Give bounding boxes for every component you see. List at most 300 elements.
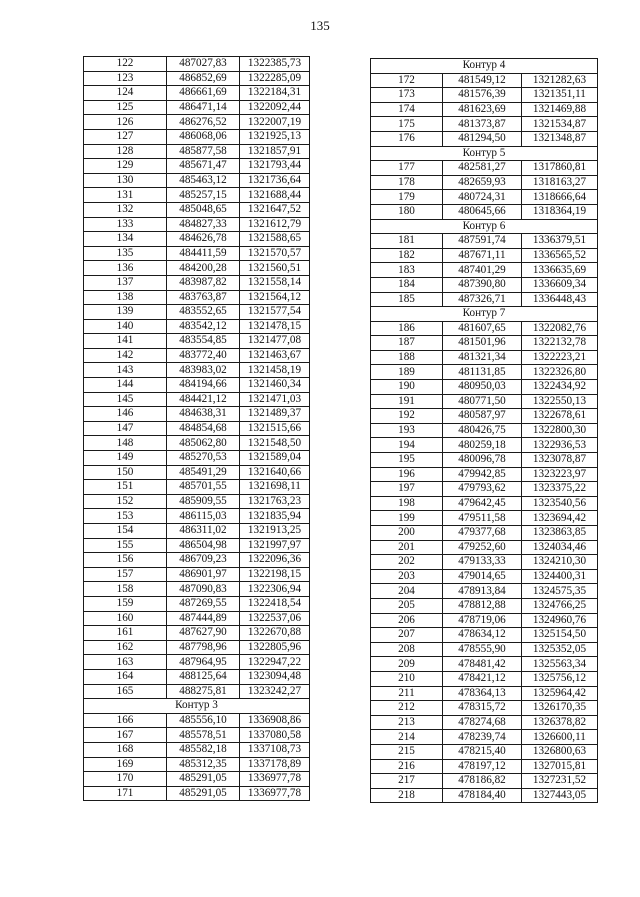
table-row (371, 555, 598, 570)
coord-x: 479793,62 (443, 482, 522, 497)
coord-x: 480771,50 (443, 394, 522, 409)
table-row (84, 173, 310, 188)
point-number: 179 (371, 190, 443, 205)
coord-y: 1337108,73 (240, 742, 310, 757)
coord-x: 481501,96 (443, 336, 522, 351)
coord-y: 1324400,31 (522, 569, 598, 584)
coord-y: 1322285,09 (240, 71, 310, 86)
coord-x: 485291,05 (167, 772, 240, 787)
coord-x: 484421,12 (167, 392, 240, 407)
coord-y: 1323540,56 (522, 496, 598, 511)
point-number: 159 (84, 596, 167, 611)
coord-y: 1321588,65 (240, 232, 310, 247)
point-number: 177 (371, 161, 443, 176)
coord-x: 482659,93 (443, 175, 522, 190)
coord-x: 488125,64 (167, 669, 240, 684)
coord-x: 483552,65 (167, 305, 240, 320)
coord-x: 485270,53 (167, 451, 240, 466)
table-row (371, 409, 598, 424)
coord-y: 1321515,66 (240, 421, 310, 436)
coord-y: 1321688,44 (240, 188, 310, 203)
coord-x: 488275,81 (167, 684, 240, 699)
coord-x: 487671,11 (443, 248, 522, 263)
point-number: 199 (371, 511, 443, 526)
coord-y: 1321640,66 (240, 465, 310, 480)
coord-y: 1317860,81 (522, 161, 598, 176)
table-row (84, 57, 310, 72)
table-row (84, 480, 310, 495)
table-row (84, 626, 310, 641)
coord-y: 1321469,88 (522, 102, 598, 117)
point-number: 148 (84, 436, 167, 451)
coord-y: 1324034,46 (522, 540, 598, 555)
coord-y: 1321351,11 (522, 88, 598, 103)
point-number: 183 (371, 263, 443, 278)
coord-y: 1324575,35 (522, 584, 598, 599)
coord-x: 478634,12 (443, 628, 522, 643)
table-row (84, 144, 310, 159)
table-row (371, 788, 598, 803)
point-number: 189 (371, 365, 443, 380)
table-row (84, 290, 310, 305)
coord-x: 484638,31 (167, 407, 240, 422)
contour-label: Контур 4 (371, 59, 598, 74)
coord-y: 1322550,13 (522, 394, 598, 409)
coord-x: 478274,68 (443, 715, 522, 730)
coord-x: 482581,27 (443, 161, 522, 176)
coord-x: 486661,69 (167, 86, 240, 101)
coord-x: 479511,58 (443, 511, 522, 526)
point-number: 211 (371, 686, 443, 701)
coord-y: 1318163,27 (522, 175, 598, 190)
coord-y: 1326170,35 (522, 701, 598, 716)
point-number: 190 (371, 380, 443, 395)
point-number: 174 (371, 102, 443, 117)
table-row (84, 684, 310, 699)
point-number: 196 (371, 467, 443, 482)
point-number: 140 (84, 319, 167, 334)
table-row (371, 131, 598, 146)
coord-x: 485463,12 (167, 173, 240, 188)
coord-y: 1323078,87 (522, 453, 598, 468)
table-row (371, 613, 598, 628)
table-row (84, 202, 310, 217)
point-number: 125 (84, 100, 167, 115)
coord-x: 487798,96 (167, 640, 240, 655)
table-row (371, 175, 598, 190)
coord-x: 485491,29 (167, 465, 240, 480)
coord-y: 1322306,94 (240, 582, 310, 597)
table-row (371, 657, 598, 672)
coord-y: 1322678,61 (522, 409, 598, 424)
coord-x: 487401,29 (443, 263, 522, 278)
table-row (371, 584, 598, 599)
table-row (371, 277, 598, 292)
coord-y: 1322198,15 (240, 567, 310, 582)
point-number: 216 (371, 759, 443, 774)
coord-x: 481607,65 (443, 321, 522, 336)
coord-y: 1321460,34 (240, 378, 310, 393)
coord-y: 1322936,53 (522, 438, 598, 453)
coord-x: 484626,78 (167, 232, 240, 247)
coord-x: 485062,80 (167, 436, 240, 451)
point-number: 145 (84, 392, 167, 407)
table-row (84, 669, 310, 684)
coord-x: 483983,02 (167, 363, 240, 378)
table-row (371, 453, 598, 468)
table-row (84, 363, 310, 378)
coord-y: 1323242,27 (240, 684, 310, 699)
coord-x: 479133,33 (443, 555, 522, 570)
point-number: 181 (371, 234, 443, 249)
coord-y: 1336448,43 (522, 292, 598, 307)
point-number: 197 (371, 482, 443, 497)
point-number: 201 (371, 540, 443, 555)
coord-y: 1323694,42 (522, 511, 598, 526)
coord-y: 1326800,63 (522, 744, 598, 759)
coord-x: 484194,66 (167, 378, 240, 393)
coord-y: 1321570,57 (240, 246, 310, 261)
coord-x: 479642,45 (443, 496, 522, 511)
table-row (84, 421, 310, 436)
coord-y: 1323375,22 (522, 482, 598, 497)
coord-y: 1336379,51 (522, 234, 598, 249)
table-row (84, 742, 310, 757)
coord-y: 1322537,06 (240, 611, 310, 626)
table-row (371, 234, 598, 249)
coord-y: 1321560,51 (240, 261, 310, 276)
coord-x: 481131,85 (443, 365, 522, 380)
table-row (84, 188, 310, 203)
coord-x: 486901,97 (167, 567, 240, 582)
coord-x: 485257,15 (167, 188, 240, 203)
coord-y: 1322805,96 (240, 640, 310, 655)
coord-y: 1325563,34 (522, 657, 598, 672)
point-number: 172 (371, 73, 443, 88)
point-number: 126 (84, 115, 167, 130)
coord-x: 478184,40 (443, 788, 522, 803)
coord-y: 1322418,54 (240, 596, 310, 611)
table-row (84, 582, 310, 597)
coord-x: 481549,12 (443, 73, 522, 88)
point-number: 170 (84, 772, 167, 787)
contour-label: Контур 5 (371, 146, 598, 161)
point-number: 138 (84, 290, 167, 305)
coord-x: 480950,03 (443, 380, 522, 395)
coord-x: 480587,97 (443, 409, 522, 424)
coord-x: 484854,68 (167, 421, 240, 436)
coord-y: 1321698,11 (240, 480, 310, 495)
coord-x: 478315,72 (443, 701, 522, 716)
coord-y: 1336908,86 (240, 713, 310, 728)
coord-x: 480096,78 (443, 453, 522, 468)
point-number: 152 (84, 494, 167, 509)
point-number: 191 (371, 394, 443, 409)
coord-x: 478186,82 (443, 774, 522, 789)
table-row (371, 394, 598, 409)
coord-x: 478719,06 (443, 613, 522, 628)
table-row (371, 686, 598, 701)
coord-y: 1337178,89 (240, 757, 310, 772)
coord-x: 485578,51 (167, 728, 240, 743)
point-number: 155 (84, 538, 167, 553)
coord-y: 1321857,91 (240, 144, 310, 159)
coord-x: 481373,87 (443, 117, 522, 132)
coord-y: 1337080,58 (240, 728, 310, 743)
point-number: 173 (371, 88, 443, 103)
coord-x: 485877,58 (167, 144, 240, 159)
table-row (84, 392, 310, 407)
coord-y: 1323863,85 (522, 526, 598, 541)
point-number: 171 (84, 786, 167, 801)
table-row (371, 511, 598, 526)
table-row (371, 380, 598, 395)
table-row (371, 88, 598, 103)
table-row (371, 642, 598, 657)
point-number: 166 (84, 713, 167, 728)
coord-x: 485312,35 (167, 757, 240, 772)
table-row (371, 671, 598, 686)
coord-y: 1321612,79 (240, 217, 310, 232)
coord-y: 1318364,19 (522, 204, 598, 219)
coord-y: 1318666,64 (522, 190, 598, 205)
table-row (371, 540, 598, 555)
coord-y: 1321489,37 (240, 407, 310, 422)
table-row (371, 496, 598, 511)
coord-y: 1326378,82 (522, 715, 598, 730)
point-number: 218 (371, 788, 443, 803)
table-row (371, 628, 598, 643)
table-row (84, 451, 310, 466)
coord-y: 1324210,30 (522, 555, 598, 570)
table-row (371, 715, 598, 730)
point-number: 214 (371, 730, 443, 745)
coord-y: 1321463,67 (240, 348, 310, 363)
table-row (371, 73, 598, 88)
coord-x: 486115,03 (167, 509, 240, 524)
coord-y: 1321534,87 (522, 117, 598, 132)
coord-x: 486504,98 (167, 538, 240, 553)
table-row (84, 319, 310, 334)
point-number: 202 (371, 555, 443, 570)
coord-y: 1327015,81 (522, 759, 598, 774)
point-number: 215 (371, 744, 443, 759)
point-number: 212 (371, 701, 443, 716)
coord-x: 487390,80 (443, 277, 522, 292)
coord-y: 1322132,78 (522, 336, 598, 351)
coord-x: 480724,31 (443, 190, 522, 205)
table-row (84, 757, 310, 772)
point-number: 210 (371, 671, 443, 686)
table-row (371, 102, 598, 117)
point-number: 169 (84, 757, 167, 772)
coord-x: 484411,59 (167, 246, 240, 261)
coord-x: 487326,71 (443, 292, 522, 307)
point-number: 193 (371, 423, 443, 438)
table-row (84, 465, 310, 480)
point-number: 162 (84, 640, 167, 655)
table-row (371, 526, 598, 541)
point-number: 188 (371, 350, 443, 365)
coord-x: 480426,75 (443, 423, 522, 438)
table-row (371, 365, 598, 380)
coord-y: 1326600,11 (522, 730, 598, 745)
table-row (84, 553, 310, 568)
table-row (371, 292, 598, 307)
coord-x: 481576,39 (443, 88, 522, 103)
coord-y: 1327231,52 (522, 774, 598, 789)
table-row (371, 161, 598, 176)
point-number: 141 (84, 334, 167, 349)
coord-x: 486311,02 (167, 524, 240, 539)
contour-header-row (371, 307, 598, 322)
table-row (84, 232, 310, 247)
coord-y: 1321478,15 (240, 319, 310, 334)
table-row (84, 509, 310, 524)
point-number: 137 (84, 275, 167, 290)
table-row (84, 159, 310, 174)
table-row (84, 86, 310, 101)
coord-x: 480259,18 (443, 438, 522, 453)
table-row (84, 436, 310, 451)
point-number: 178 (371, 175, 443, 190)
coord-y: 1325964,42 (522, 686, 598, 701)
table-row (371, 117, 598, 132)
coord-y: 1322434,92 (522, 380, 598, 395)
point-number: 144 (84, 378, 167, 393)
table-row (371, 598, 598, 613)
coord-y: 1321997,97 (240, 538, 310, 553)
point-number: 130 (84, 173, 167, 188)
table-row (84, 115, 310, 130)
point-number: 204 (371, 584, 443, 599)
point-number: 180 (371, 204, 443, 219)
table-row (371, 759, 598, 774)
coordinates-table-left (83, 56, 310, 801)
coord-y: 1321471,03 (240, 392, 310, 407)
point-number: 203 (371, 569, 443, 584)
table-row (84, 524, 310, 539)
point-number: 187 (371, 336, 443, 351)
table-row (84, 728, 310, 743)
coord-x: 484827,33 (167, 217, 240, 232)
point-number: 182 (371, 248, 443, 263)
coord-x: 478812,88 (443, 598, 522, 613)
point-number: 158 (84, 582, 167, 597)
coord-x: 478239,74 (443, 730, 522, 745)
contour-header-row (371, 59, 598, 74)
coord-x: 478421,12 (443, 671, 522, 686)
table-row (84, 786, 310, 801)
coord-y: 1322096,36 (240, 553, 310, 568)
point-number: 186 (371, 321, 443, 336)
point-number: 161 (84, 626, 167, 641)
table-row (371, 744, 598, 759)
coord-y: 1321647,52 (240, 202, 310, 217)
coord-x: 487090,83 (167, 582, 240, 597)
point-number: 153 (84, 509, 167, 524)
coord-x: 486709,23 (167, 553, 240, 568)
coord-y: 1336609,34 (522, 277, 598, 292)
table-row (371, 467, 598, 482)
table-row (84, 305, 310, 320)
coord-x: 483542,12 (167, 319, 240, 334)
coord-y: 1324960,76 (522, 613, 598, 628)
contour-label: Контур 7 (371, 307, 598, 322)
table-row (84, 596, 310, 611)
point-number: 143 (84, 363, 167, 378)
coord-y: 1321589,04 (240, 451, 310, 466)
table-row (84, 407, 310, 422)
coord-x: 478481,42 (443, 657, 522, 672)
coord-y: 1321348,87 (522, 131, 598, 146)
coord-x: 479377,68 (443, 526, 522, 541)
table-row (371, 423, 598, 438)
contour-header-row (371, 219, 598, 234)
table-row (371, 774, 598, 789)
coord-y: 1322385,73 (240, 57, 310, 72)
point-number: 194 (371, 438, 443, 453)
coord-y: 1321925,13 (240, 129, 310, 144)
point-number: 192 (371, 409, 443, 424)
coord-y: 1321282,63 (522, 73, 598, 88)
coord-x: 478197,12 (443, 759, 522, 774)
point-number: 168 (84, 742, 167, 757)
point-number: 175 (371, 117, 443, 132)
coord-x: 478555,90 (443, 642, 522, 657)
table-row (371, 482, 598, 497)
coord-x: 487027,83 (167, 57, 240, 72)
table-row (84, 611, 310, 626)
coord-y: 1321564,12 (240, 290, 310, 305)
coord-x: 485671,47 (167, 159, 240, 174)
coord-x: 485048,65 (167, 202, 240, 217)
coord-y: 1322947,22 (240, 655, 310, 670)
coord-y: 1321835,94 (240, 509, 310, 524)
table-row (371, 336, 598, 351)
point-number: 157 (84, 567, 167, 582)
point-number: 208 (371, 642, 443, 657)
coord-x: 487627,90 (167, 626, 240, 641)
contour-label: Контур 3 (84, 699, 310, 714)
coord-x: 479014,65 (443, 569, 522, 584)
table-row (84, 772, 310, 787)
coord-y: 1321763,23 (240, 494, 310, 509)
point-number: 129 (84, 159, 167, 174)
coord-x: 487964,95 (167, 655, 240, 670)
coord-x: 487269,55 (167, 596, 240, 611)
coord-x: 478215,40 (443, 744, 522, 759)
point-number: 142 (84, 348, 167, 363)
coord-x: 486068,06 (167, 129, 240, 144)
coord-x: 483763,87 (167, 290, 240, 305)
point-number: 206 (371, 613, 443, 628)
point-number: 135 (84, 246, 167, 261)
table-row (84, 348, 310, 363)
point-number: 151 (84, 480, 167, 495)
table-row (371, 350, 598, 365)
coord-y: 1321793,44 (240, 159, 310, 174)
table-row (84, 640, 310, 655)
point-number: 127 (84, 129, 167, 144)
table-row (84, 567, 310, 582)
point-number: 165 (84, 684, 167, 699)
table-row (84, 538, 310, 553)
point-number: 154 (84, 524, 167, 539)
coord-y: 1322007,19 (240, 115, 310, 130)
coord-x: 486471,14 (167, 100, 240, 115)
table-row (84, 246, 310, 261)
